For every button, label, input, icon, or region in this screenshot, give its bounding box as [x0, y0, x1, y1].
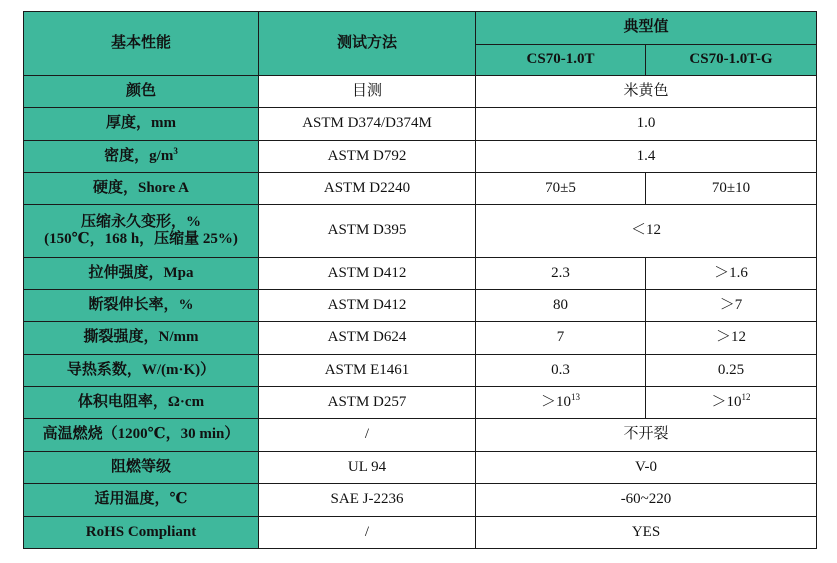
header-typical: 典型值 — [476, 12, 817, 45]
row-label: RoHS Compliant — [24, 517, 259, 549]
row-value-1 — [476, 387, 646, 419]
row-method: 目测 — [259, 76, 476, 108]
row-value: ＜12 — [476, 205, 817, 258]
row-value-1: 7 — [476, 322, 646, 355]
row-method: / — [259, 517, 476, 549]
row-label: 硬度，Shore A — [24, 173, 259, 205]
row-label — [24, 205, 259, 258]
row-label: 颜色 — [24, 76, 259, 108]
row-method: ASTM D395 — [259, 205, 476, 258]
row-method: SAE J-2236 — [259, 484, 476, 517]
row-value-1-base: ＞10 — [540, 393, 571, 410]
row-value: V-0 — [476, 452, 817, 484]
table-row — [24, 205, 817, 258]
header-model-1: CS70-1.0T — [476, 45, 646, 76]
row-method: ASTM D624 — [259, 322, 476, 355]
table-row — [24, 452, 817, 484]
row-value-2-base: ＞10 — [711, 393, 742, 410]
table-row — [24, 419, 817, 452]
row-label-line-2: (150℃，168 h，压缩量 25%) — [44, 231, 238, 247]
header-row — [24, 12, 817, 45]
row-value-1: 0.3 — [476, 355, 646, 387]
table-row — [24, 290, 817, 322]
row-method: ASTM E1461 — [259, 355, 476, 387]
row-method: UL 94 — [259, 452, 476, 484]
row-label — [24, 141, 259, 173]
row-method: ASTM D2240 — [259, 173, 476, 205]
row-value: -60~220 — [476, 484, 817, 517]
table-row — [24, 258, 817, 290]
row-label: 导热系数，W/(m·K)） — [24, 355, 259, 387]
row-label: 断裂伸长率，% — [24, 290, 259, 322]
row-value-2-exponent: 12 — [741, 391, 751, 402]
table-row — [24, 387, 817, 419]
properties-table — [23, 11, 817, 549]
row-label: 阻燃等级 — [24, 452, 259, 484]
row-value: 1.4 — [476, 141, 817, 173]
row-value-2 — [646, 387, 817, 419]
row-label-sup: 3 — [173, 145, 178, 156]
row-label: 撕裂强度，N/mm — [24, 322, 259, 355]
row-value: 米黄色 — [476, 76, 817, 108]
row-label: 体积电阻率，Ω·cm — [24, 387, 259, 419]
row-value: YES — [476, 517, 817, 549]
row-label: 高温燃烧（1200℃，30 min） — [24, 419, 259, 452]
table-row — [24, 141, 817, 173]
table-row — [24, 108, 817, 141]
row-label: 拉伸强度，Mpa — [24, 258, 259, 290]
row-value-2: ＞1.6 — [646, 258, 817, 290]
row-method: ASTM D374/D374M — [259, 108, 476, 141]
row-label-text: 密度，g/m — [104, 147, 174, 164]
row-value-2: ＞7 — [646, 290, 817, 322]
header-method: 测试方法 — [259, 12, 476, 76]
header-property: 基本性能 — [24, 12, 259, 76]
header-model-2: CS70-1.0T-G — [646, 45, 817, 76]
row-value: 不开裂 — [476, 419, 817, 452]
row-value-1: 70±5 — [476, 173, 646, 205]
table-row — [24, 322, 817, 355]
row-value-2: 70±10 — [646, 173, 817, 205]
row-label: 厚度，mm — [24, 108, 259, 141]
row-method: ASTM D412 — [259, 258, 476, 290]
row-value-2: 0.25 — [646, 355, 817, 387]
table-row — [24, 517, 817, 549]
table-row — [24, 355, 817, 387]
row-value-1: 80 — [476, 290, 646, 322]
row-value-2: ＞12 — [646, 322, 817, 355]
row-value-1-exponent: 13 — [571, 391, 580, 402]
row-method: ASTM D412 — [259, 290, 476, 322]
row-label: 适用温度，℃ — [24, 484, 259, 517]
row-method: ASTM D792 — [259, 141, 476, 173]
row-value: 1.0 — [476, 108, 817, 141]
row-label-line-1: 压缩永久变形，% — [80, 213, 201, 230]
table-row — [24, 173, 817, 205]
table-row — [24, 76, 817, 108]
row-value-1: 2.3 — [476, 258, 646, 290]
table-row — [24, 484, 817, 517]
row-method: ASTM D257 — [259, 387, 476, 419]
row-method: / — [259, 419, 476, 452]
